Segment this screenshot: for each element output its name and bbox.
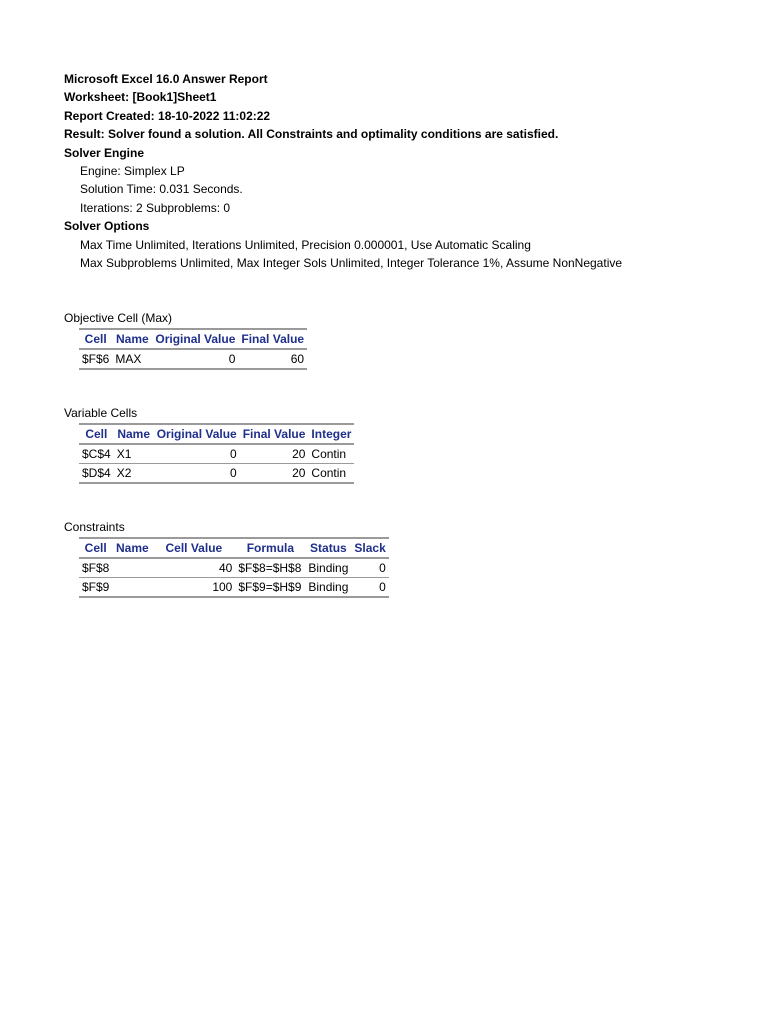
cell-ref: $D$4: [79, 464, 114, 484]
solution-time-line: Solution Time: 0.031 Seconds.: [80, 182, 243, 197]
column-header-cell: Cell: [79, 538, 112, 558]
result-line: Result: Solver found a solution. All Constraints and optimality conditions are satisfied.: [64, 127, 559, 142]
solver-options-heading: Solver Options: [64, 219, 150, 234]
options-line-1: Max Time Unlimited, Iterations Unlimited, Precision 0.000001, Use Automatic Scaling: [80, 237, 531, 252]
column-header-status: Status: [305, 538, 351, 558]
table-row: [79, 349, 307, 369]
report-created-line: Report Created: 18-10-2022 11:02:22: [64, 108, 271, 123]
solver-engine-heading: Solver Engine: [64, 145, 145, 160]
variable-cells-title: Variable Cells: [64, 406, 138, 420]
table-header-row: [79, 538, 389, 558]
cell-value: 40: [152, 558, 235, 578]
column-header-slack: Slack: [351, 538, 388, 558]
cell-value: 100: [152, 578, 235, 598]
final-value: 20: [240, 444, 309, 464]
slack: 0: [351, 558, 388, 578]
column-header-original-value: Original Value: [152, 329, 238, 349]
cell-name: MAX: [112, 349, 152, 369]
cell-name: X1: [114, 444, 154, 464]
integer-type: Contin: [308, 464, 354, 484]
original-value: 0: [152, 349, 238, 369]
column-header-integer: Integer: [308, 424, 354, 444]
formula: $F$8=$H$8: [235, 558, 305, 578]
column-header-cell: Cell: [79, 329, 112, 349]
table-row: [79, 444, 354, 464]
cell-ref: $F$6: [79, 349, 112, 369]
column-header-name: Name: [112, 329, 152, 349]
engine-line: Engine: Simplex LP: [80, 163, 185, 178]
table-row: [79, 558, 389, 578]
column-header-original-value: Original Value: [154, 424, 240, 444]
cell-ref: $F$9: [79, 578, 112, 598]
constraints-table: [79, 537, 389, 598]
column-header-name: Name: [112, 538, 152, 558]
objective-cell-title: Objective Cell (Max): [64, 311, 173, 325]
table-header-row: [79, 329, 307, 349]
column-header-final-value: Final Value: [238, 329, 307, 349]
variable-cells-section: [64, 404, 354, 484]
column-header-name: Name: [114, 424, 154, 444]
constraints-section: [64, 518, 389, 598]
status: Binding: [305, 578, 351, 598]
report-title: Microsoft Excel 16.0 Answer Report: [64, 72, 268, 86]
constraints-title: Constraints: [64, 520, 125, 534]
slack: 0: [351, 578, 388, 598]
worksheet-line: Worksheet: [Book1]Sheet1: [64, 90, 217, 105]
column-header-formula: Formula: [235, 538, 305, 558]
integer-type: Contin: [308, 444, 354, 464]
column-header-cell: Cell: [79, 424, 114, 444]
status: Binding: [305, 558, 351, 578]
table-row: [79, 464, 354, 484]
column-header-cell-value: Cell Value: [152, 538, 235, 558]
formula: $F$9=$H$9: [235, 578, 305, 598]
answer-report-header: [64, 70, 754, 272]
iterations-line: Iterations: 2 Subproblems: 0: [80, 200, 231, 215]
variable-cells-table: [79, 423, 354, 484]
final-value: 20: [240, 464, 309, 484]
cell-ref: $F$8: [79, 558, 112, 578]
original-value: 0: [154, 464, 240, 484]
table-header-row: [79, 424, 354, 444]
final-value: 60: [238, 349, 307, 369]
cell-name: X2: [114, 464, 154, 484]
options-line-2: Max Subproblems Unlimited, Max Integer Sols Unlimited, Integer Tolerance 1%, Assume NonNegative: [80, 255, 623, 270]
column-header-final-value: Final Value: [240, 424, 309, 444]
objective-cell-table: [79, 328, 307, 370]
cell-name: [112, 578, 152, 598]
table-row: [79, 578, 389, 598]
cell-ref: $C$4: [79, 444, 114, 464]
objective-cell-section: [64, 309, 307, 370]
original-value: 0: [154, 444, 240, 464]
cell-name: [112, 558, 152, 578]
